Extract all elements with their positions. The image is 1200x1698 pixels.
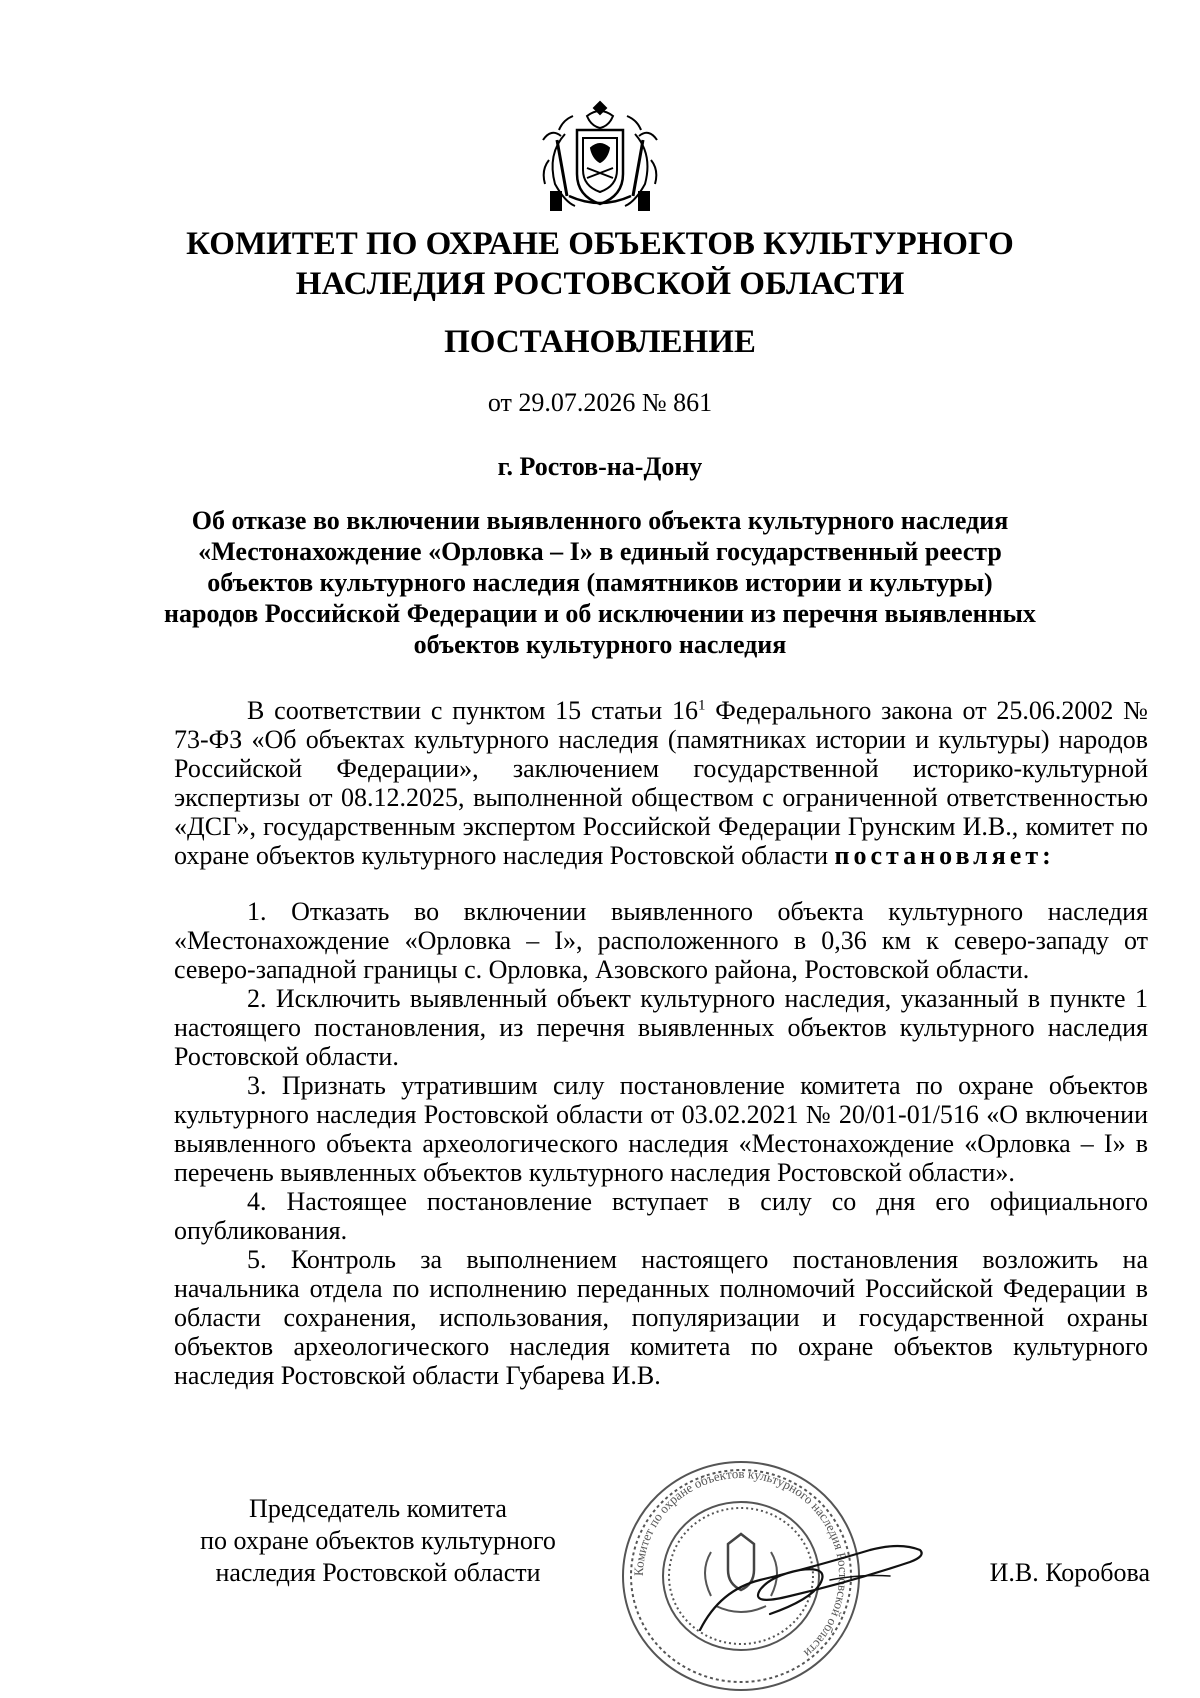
document-city: г. Ростов-на-Дону <box>497 452 703 481</box>
document-subject <box>150 505 1050 660</box>
organization-name-line2: НАСЛЕДИЯ РОСТОВСКОЙ ОБЛАСТИ <box>295 266 905 302</box>
item-paragraph: 5. Контроль за выполнением настоящего постановления возложить на начальника отдела по исполнению переданных полномочий Российской Федерации в области сохранения, использования, популяризации и государственной охраны объектов археологического наследия комитета по охране объектов культурного наследия Ростовской области Губарева И.В. <box>174 1245 1148 1390</box>
signatory-title-line1: Председатель комитета <box>249 1494 507 1523</box>
document-date-number: от 29.07.2026 № 861 <box>487 388 713 417</box>
document-type: ПОСТАНОВЛЕНИЕ <box>444 324 756 360</box>
coat-of-arms-icon <box>535 96 665 216</box>
subject-line: народов Российской Федерации и об исключении из перечня выявленных <box>164 599 1036 628</box>
article-superscript: 1 <box>697 697 706 714</box>
handwritten-signature-icon <box>680 1520 940 1650</box>
subject-line: объектов культурного наследия <box>413 630 787 659</box>
subject-line: объектов культурного наследия (памятников истории и культуры) <box>207 568 993 597</box>
subject-line: Об отказе во включении выявленного объекта культурного наследия <box>191 506 1009 535</box>
organization-name <box>150 224 1050 304</box>
preamble-paragraph <box>174 696 1148 870</box>
signatory-name: И.В. Коробова <box>989 1558 1150 1587</box>
subject-line: «Местонахождение «Орловка – I» в единый государственный реестр <box>198 537 1002 566</box>
document-body <box>174 696 1148 1390</box>
item-paragraph: 4. Настоящее постановление вступает в силу со дня его официального опубликования. <box>174 1187 1148 1245</box>
preamble-part2: Федерального закона от 25.06.2002 № 73-ФЗ «Об объектах культурного наследия (памятниках истории и культуры) народов Российской Федерации», заключением государственной историко-культурной экспертизы от 08.12.2025, выполненной обществом с ограниченной ответственностью «ДСГ», государственным экспертом Российской Федерации Грунским И.В., комитет по охране объектов культурного наследия Ростовской области <box>174 696 1148 870</box>
signatory-title <box>168 1493 588 1589</box>
signatory-title-line2: по охране объектов культурного <box>200 1526 556 1555</box>
item-paragraph: 3. Признать утратившим силу постановление комитета по охране объектов культурного наследия Ростовской области от 03.02.2021 № 20/01-01/516 «О включении выявленного объекта археологического наследия «Местонахождение «Орловка – I» в перечень выявленных объектов культурного наследия Ростовской области». <box>174 1071 1148 1187</box>
organization-name-line1: КОМИТЕТ ПО ОХРАНЕ ОБЪЕКТОВ КУЛЬТУРНОГО <box>186 226 1014 262</box>
seal-text: Комитет по охране объектов культурного наследия Ростовской области <box>630 1465 852 1661</box>
resolves-word: постановляет: <box>834 841 1055 870</box>
item-paragraph: 1. Отказать во включении выявленного объекта культурного наследия «Местонахождение «Орловка – I», расположенного в 0,36 км к северо-западу от северо-западной границы с. Орловка, Азовского района, Ростовской области. <box>174 897 1148 984</box>
item-paragraph: 2. Исключить выявленный объект культурного наследия, указанный в пункте 1 настоящего постановления, из перечня выявленных объектов культурного наследия Ростовской области. <box>174 984 1148 1071</box>
preamble-part1: В соответствии с пунктом 15 статьи 16 <box>247 696 698 725</box>
signatory-title-line3: наследия Ростовской области <box>215 1558 541 1587</box>
